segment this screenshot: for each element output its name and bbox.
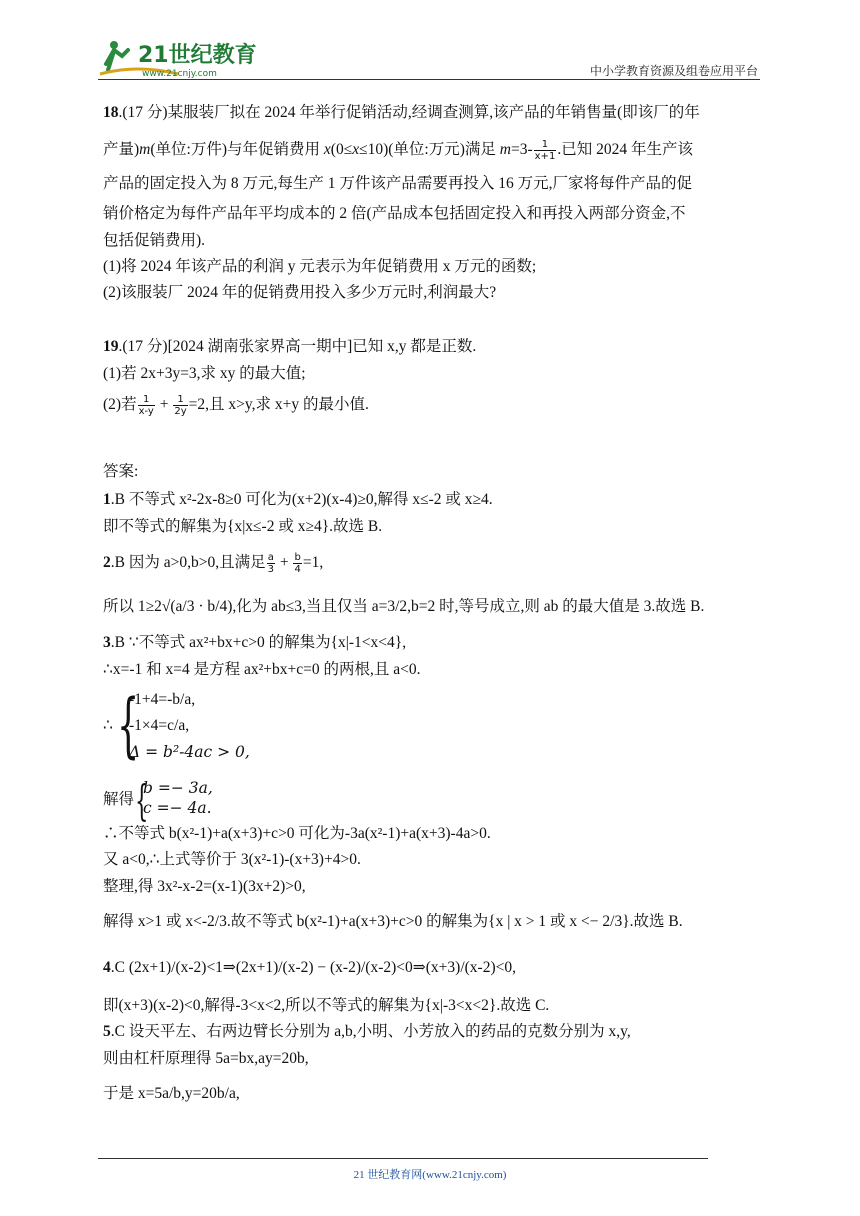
answers-title: 答案:	[103, 463, 139, 480]
answer-2-line-1	[103, 552, 323, 575]
solution-eq-2: c =− 4a.	[143, 799, 212, 817]
footer-divider	[98, 1158, 708, 1159]
solve-label: 解得	[103, 791, 135, 808]
answer-1-text: .B 不等式 x²-2x-8≥0 可化为(x+2)(x-4)≥0,解得 x≤-2 或 x≥4.	[110, 491, 493, 508]
q18-text-1: .(17 分)某服装厂拟在 2024 年举行促销活动,经调查测算,该产品的年销售量(即该厂的年	[118, 104, 700, 121]
q19-f2-bot: 2y	[174, 406, 187, 417]
answer-3-line-5: 整理,得 3x²-x-2=(x-1)(3x+2)>0,	[103, 878, 306, 895]
q18-line-6: (1)将 2024 年该产品的利润 y 元表示为年促销费用 x 万元的函数;	[103, 258, 537, 275]
answer-2-frac-1	[267, 552, 275, 575]
answer-2-frac-2	[293, 552, 301, 575]
solution-brace-icon: {	[135, 776, 149, 825]
q19-line-1	[103, 337, 476, 357]
q19-line-3	[103, 394, 369, 417]
page-header	[98, 34, 758, 80]
q18-line-2	[103, 139, 693, 162]
answer-3-line-4: 又 a<0,∴上式等价于 3(x²-1)-(x+3)+4>0.	[103, 851, 361, 868]
q18-t2c: (单位:万件)与年促销费用	[150, 141, 324, 159]
system-eq-2: -1×4=c/a,	[129, 717, 190, 734]
answer-2-f2-top: b	[294, 552, 301, 563]
answer-3-line-3: ∴不等式 b(x²-1)+a(x+3)+c>0 可化为-3a(x²-1)+a(x+3)-4a>0.	[103, 825, 491, 842]
system-brace-icon: {	[117, 684, 140, 766]
q18-t2h: m	[499, 141, 511, 159]
answer-2-plus: +	[275, 554, 293, 572]
answer-5-number: 5	[103, 1023, 111, 1040]
footer-link[interactable]: 21 世纪教育网(www.21cnjy.com)	[353, 1169, 507, 1181]
q18-line-5: 包括促销费用).	[103, 232, 206, 249]
answer-2-number: 2	[103, 554, 111, 572]
q19-f1-top: 1	[138, 394, 155, 406]
answer-5-text: .C 设天平左、右两边臂长分别为 a,b,小明、小芳放入的药品的克数分别为 x,y,	[110, 1023, 631, 1040]
q19-fraction-2	[173, 394, 187, 417]
q19-f1-bot: x-y	[138, 406, 154, 417]
therefore-symbol: ∴	[103, 717, 113, 734]
answer-3-line-1	[103, 633, 406, 653]
answer-4-line-2: 即(x+3)(x-2)<0,解得-3<x<2,所以不等式的解集为{x|-3<x<2}.故选 C.	[103, 997, 550, 1014]
q18-t2b: m	[139, 141, 151, 159]
q19-f2-top: 1	[173, 394, 187, 406]
answer-3-line-2: ∴x=-1 和 x=4 是方程 ax²+bx+c=0 的两根,且 a<0.	[103, 661, 421, 678]
header-divider	[98, 79, 760, 80]
answer-3-text: .B ∵不等式 ax²+bx+c>0 的解集为{x|-1<x<4},	[110, 634, 407, 651]
header-platform-text: 中小学教育资源及组卷应用平台	[589, 64, 758, 78]
answer-4-line-1	[103, 958, 516, 978]
q19-plus: +	[155, 396, 173, 414]
q18-line-4: 销价格定为每件产品年平均成本的 2 倍(产品成本包括固定投入和再投入两部分资金,不	[103, 205, 686, 222]
answer-5-line-3: 于是 x=5a/b,y=20b/a,	[103, 1085, 240, 1102]
answer-2-line-2: 所以 1≥2√(a/3 · b/4),化为 ab≤3,当且仅当 a=3/2,b=2 时,等号成立,则 ab 的最大值是 3.故选 B.	[103, 598, 705, 615]
answer-4-text: .C (2x+1)/(x-2)<1⇒(2x+1)/(x-2) − (x-2)/(x-2)<0⇒(x+3)/(x-2)<0,	[110, 959, 516, 976]
logo-text: 21世纪教育	[138, 43, 257, 68]
q18-t2d: x	[323, 141, 331, 159]
q19-t3b: =2,且 x>y,求 x+y 的最小值.	[188, 396, 369, 414]
q19-number: 19	[103, 338, 119, 355]
answer-2-text: .B 因为 a>0,b>0,且满足	[110, 554, 266, 572]
answer-2-f2-bot: 4	[294, 564, 301, 575]
q18-t2f: x	[352, 141, 360, 159]
q19-t3a: (2)若	[103, 396, 137, 414]
q19-line-2: (1)若 2x+3y=3,求 xy 的最大值;	[103, 365, 306, 382]
answer-2-text-end: =1,	[302, 554, 324, 572]
q18-frac-bot: x+1	[534, 151, 556, 162]
answer-2-f1-bot: 3	[267, 564, 274, 575]
q18-t2j: .已知 2024 年生产该	[557, 141, 693, 159]
answer-1-line-1	[103, 490, 493, 510]
logo-21cnjy-icon	[98, 34, 268, 80]
solution-eq-1: b =− 3a,	[143, 779, 213, 797]
answer-3-number: 3	[103, 634, 111, 651]
q18-t2a: 产量)	[103, 141, 140, 159]
answer-5-line-1	[103, 1022, 631, 1042]
q18-number: 18	[103, 104, 119, 121]
q19-fraction-1	[138, 394, 155, 417]
answer-5-line-2: 则由杠杆原理得 5a=bx,ay=20b,	[103, 1050, 309, 1067]
q18-t2i: =3-	[510, 141, 533, 159]
q19-text-1: .(17 分)[2024 湖南张家界高一期中]已知 x,y 都是正数.	[118, 338, 477, 355]
q18-line-7: (2)该服装厂 2024 年的促销费用投入多少万元时,利润最大?	[103, 284, 497, 301]
q18-fraction	[534, 139, 557, 162]
q18-line-3: 产品的固定投入为 8 万元,每生产 1 万件该产品需要再投入 16 万元,厂家将每件产品的促	[103, 175, 693, 192]
answer-1-number: 1	[103, 491, 111, 508]
system-eq-3: Δ = b²-4ac > 0,	[129, 743, 250, 761]
q18-line-1	[103, 103, 700, 123]
answer-2-f1-top: a	[267, 552, 274, 563]
q18-t2g: ≤10)(单位:万元)满足	[359, 141, 500, 159]
q18-frac-top: 1	[534, 139, 557, 151]
q18-t2e: (0≤	[330, 141, 353, 159]
logo-url: www.21cnjy.com	[142, 69, 217, 79]
system-eq-1: -1+4=-b/a,	[129, 691, 196, 708]
answer-3-line-6: 解得 x>1 或 x<-2/3.故不等式 b(x²-1)+a(x+3)+c>0 的解集为{x | x > 1 或 x <− 2/3}.故选 B.	[103, 913, 683, 930]
answer-4-number: 4	[103, 959, 111, 976]
answer-1-line-2: 即不等式的解集为{x|x≤-2 或 x≥4}.故选 B.	[103, 518, 383, 535]
